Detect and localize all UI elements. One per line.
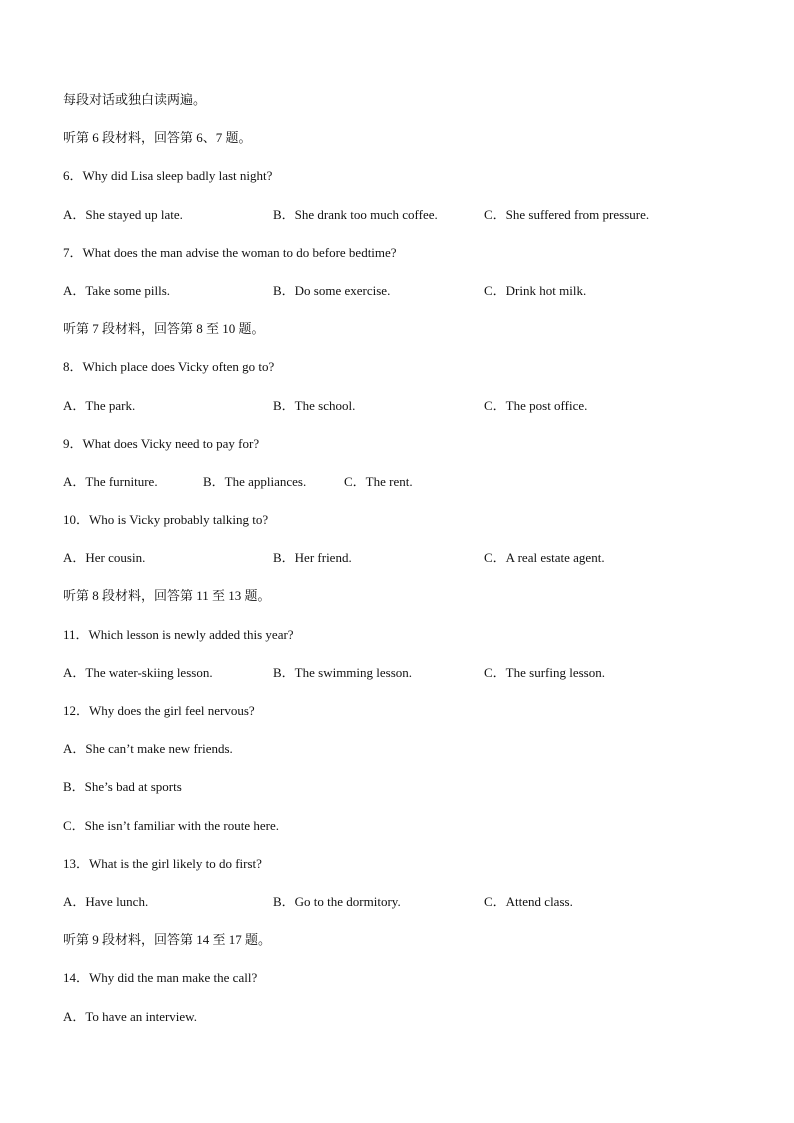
option-b[interactable]: B．Go to the dormitory.: [273, 893, 401, 909]
question-11: [63, 625, 743, 663]
option-line: [63, 816, 743, 854]
option-c[interactable]: C．A real estate agent.: [484, 550, 605, 566]
question-14: [63, 968, 743, 1006]
section-heading: [63, 586, 743, 624]
option-b[interactable]: B．Her friend.: [273, 550, 352, 566]
question-7: [63, 243, 743, 281]
section-heading: [63, 319, 743, 357]
option-c[interactable]: C．The surfing lesson.: [484, 664, 605, 680]
section-heading-text: 听第 6 段材料，回答第 6、7 题。: [63, 130, 252, 146]
option-c[interactable]: C．The post office.: [484, 397, 588, 413]
option-c[interactable]: C．Drink hot milk.: [484, 282, 587, 298]
option-a[interactable]: A．Her cousin.: [63, 550, 146, 566]
section-heading-text: 听第 7 段材料，回答第 8 至 10 题。: [63, 321, 265, 337]
question-text: 12．Why does the girl feel nervous?: [63, 703, 255, 718]
option-c[interactable]: C．She isn’t familiar with the route here.: [63, 817, 280, 833]
instruction-text: 每段对话或独白读两遍。: [63, 92, 207, 107]
option-a[interactable]: A．The furniture.: [63, 473, 158, 489]
options-9: [63, 472, 743, 510]
question-10: [63, 510, 743, 548]
question-13: [63, 854, 743, 892]
question-text: 10．Who is Vicky probably talking to?: [63, 512, 269, 528]
question-text: 11．Which lesson is newly added this year?: [63, 626, 294, 642]
section-heading: [63, 930, 743, 968]
question-text: 8．Which place does Vicky often go to?: [63, 359, 275, 375]
option-c[interactable]: C．She suffered from pressure.: [484, 206, 650, 222]
options-13: [63, 892, 743, 930]
options-11: [63, 663, 743, 701]
options-8: [63, 396, 743, 434]
option-b[interactable]: B．She drank too much coffee.: [273, 206, 438, 222]
options-10: [63, 548, 743, 586]
option-a[interactable]: A．The water-skiing lesson.: [63, 664, 213, 680]
option-b[interactable]: B．She’s bad at sports: [63, 779, 182, 795]
question-9: [63, 434, 743, 472]
question-text: 7．What does the man advise the woman to do before bedtime?: [63, 244, 397, 260]
option-line: [63, 739, 743, 777]
option-a[interactable]: A．Take some pills.: [63, 282, 171, 298]
question-text: 13．What is the girl likely to do first?: [63, 855, 262, 871]
options-7: [63, 281, 743, 319]
option-b[interactable]: B．The school.: [273, 397, 356, 413]
question-6: [63, 166, 743, 204]
option-b[interactable]: B．The appliances.: [203, 473, 307, 489]
option-a[interactable]: A．To have an interview.: [63, 1008, 197, 1024]
option-a[interactable]: A．She stayed up late.: [63, 206, 183, 222]
section-heading: [63, 128, 743, 166]
option-line: [63, 1007, 743, 1045]
option-line: [63, 777, 743, 815]
question-8: [63, 357, 743, 395]
option-b[interactable]: B．The swimming lesson.: [273, 664, 413, 680]
option-b[interactable]: B．Do some exercise.: [273, 282, 391, 298]
question-text: 6．Why did Lisa sleep badly last night?: [63, 168, 273, 184]
option-a[interactable]: A．Have lunch.: [63, 893, 149, 909]
question-12: [63, 701, 743, 739]
instruction-line: [63, 90, 743, 128]
question-text: 14．Why did the man make the call?: [63, 970, 258, 986]
exam-page: [63, 90, 743, 1045]
option-a[interactable]: A．The park.: [63, 397, 136, 413]
option-a[interactable]: A．She can’t make new friends.: [63, 741, 233, 757]
question-text: 9．What does Vicky need to pay for?: [63, 435, 260, 451]
section-heading-text: 听第 9 段材料，回答第 14 至 17 题。: [63, 932, 272, 948]
option-c[interactable]: C．The rent.: [344, 473, 413, 489]
options-6: [63, 205, 743, 243]
option-c[interactable]: C．Attend class.: [484, 893, 573, 909]
section-heading-text: 听第 8 段材料，回答第 11 至 13 题。: [63, 588, 271, 604]
